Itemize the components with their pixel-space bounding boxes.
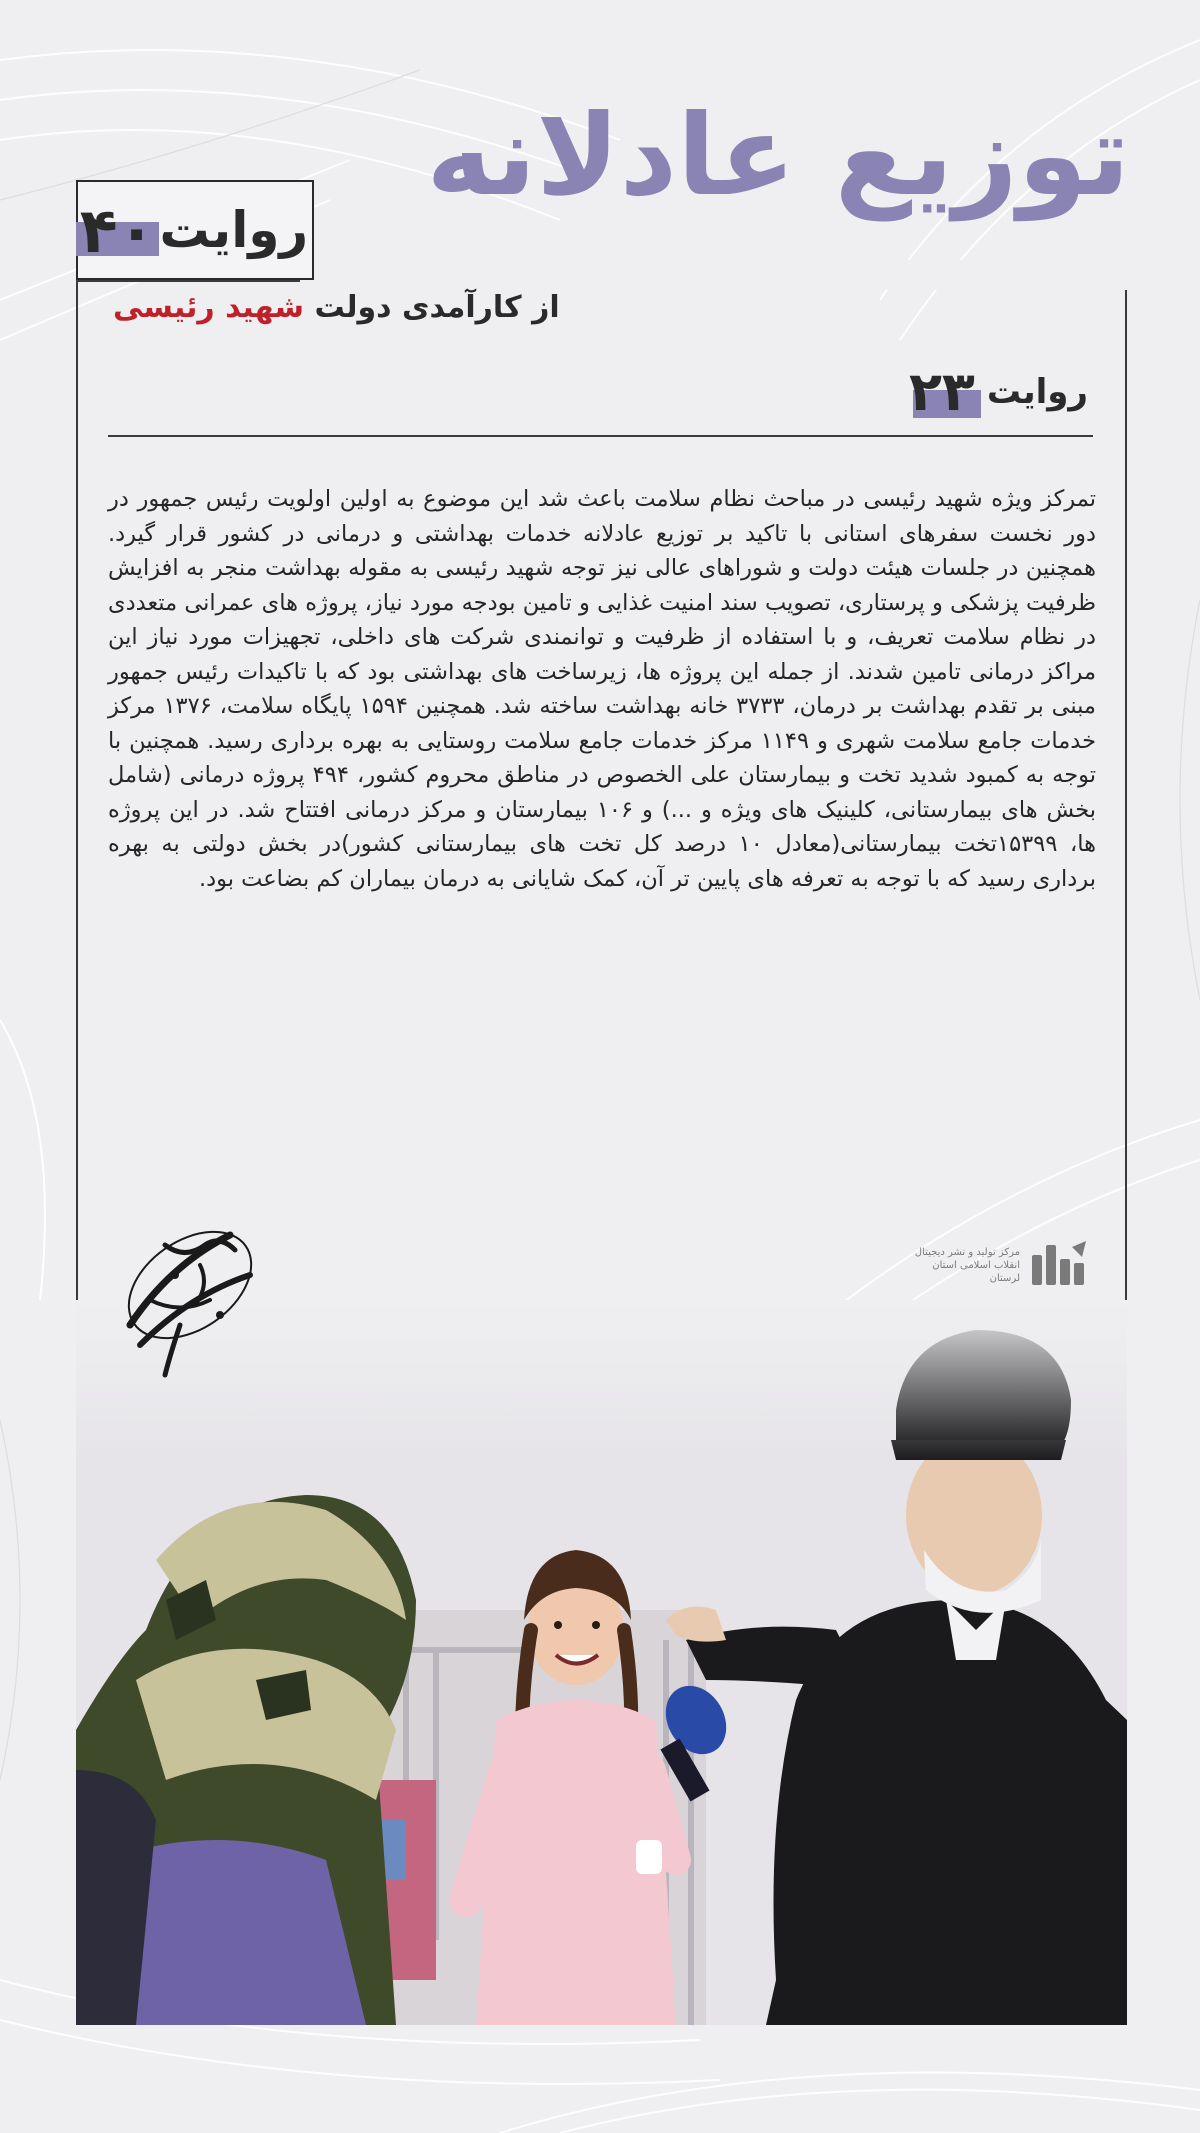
photo-president-with-child-in-hospital xyxy=(76,1300,1127,2025)
frame-gap xyxy=(300,260,1140,290)
page-title: توزیع عادلانه xyxy=(426,91,1130,221)
subtitle-accent: شهید رئیسی xyxy=(113,290,304,325)
calligraphy-logo-icon xyxy=(110,1205,265,1380)
divider xyxy=(108,435,1093,437)
series-word: روایت xyxy=(159,201,309,259)
subtitle xyxy=(95,290,560,325)
publisher-name: مرکز تولید و نشر دیجیتال انقلاب اسلامی استان لرستان xyxy=(914,1246,1020,1284)
series-badge xyxy=(76,180,314,280)
narrative-label xyxy=(903,360,1088,423)
narrative-number: ۲۳ xyxy=(903,360,981,423)
publisher-logo-icon xyxy=(1028,1237,1090,1293)
publisher-logo xyxy=(885,1235,1090,1295)
body-paragraph: تمرکز ویژه شهید رئیسی در مباحث نظام سلامت باعث شد این موضوع به اولین اولویت رئیس جمهور در دور نخست سفرهای استانی با تاکید بر توزیع عادلانه خدمات بهداشتی و درمانی در کشور قرار گیرد. همچنین در جلسات هیئت دولت و شوراهای عالی نیز توجه شهید رئیسی به مقوله بهداشت منجر به افزایش ظرفیت پزشکی و پرستاری، تصویب سند امنیت غذایی و تامین بودجه مورد نیاز، پروژه های عمرانی متعددی در نظام سلامت تعریف، و با استفاده از ظرفیت و توانمندی شرکت های داخلی، تجهیزات مورد نیاز این مراکز درمانی تامین شدند. از جمله این پروژه ها، زیرساخت های بهداشتی بود که با تاکیدات رئیس جمهور مبنی بر تقدم بهداشت بر درمان، ۳۷۳۳ خانه بهداشت ساخته شد. همچنین ۱۵۹۴ پایگاه سلامت، ۱۳۷۶ مرکز خدمات جامع سلامت شهری و ۱۱۴۹ مرکز خدمات جامع سلامت روستایی به بهره برداری رسید. همچنین با توجه به کمبود شدید تخت و بیمارستان علی الخصوص در مناطق محروم کشور، ۴۹۴ پروژه درمانی (شامل بخش های بیمارستانی، کلینیک های ویژه و ...) و ۱۰۶ بیمارستان و مرکز درمانی افتتاح شد. در این پروژه ها، ۱۵۳۹۹تخت بیمارستانی(معادل ۱۰ درصد کل تخت های بیمارستانی کشور)در بخش دولتی به بهره برداری رسید که با توجه به تعرفه های پایین تر آن، کمک شایانی به درمان بیماران کم بضاعت بود. xyxy=(108,486,1097,892)
series-number: ۴۰ xyxy=(76,194,160,267)
subtitle-prefix: از کارآمدی دولت xyxy=(314,290,560,325)
narrative-word: روایت xyxy=(986,371,1088,412)
